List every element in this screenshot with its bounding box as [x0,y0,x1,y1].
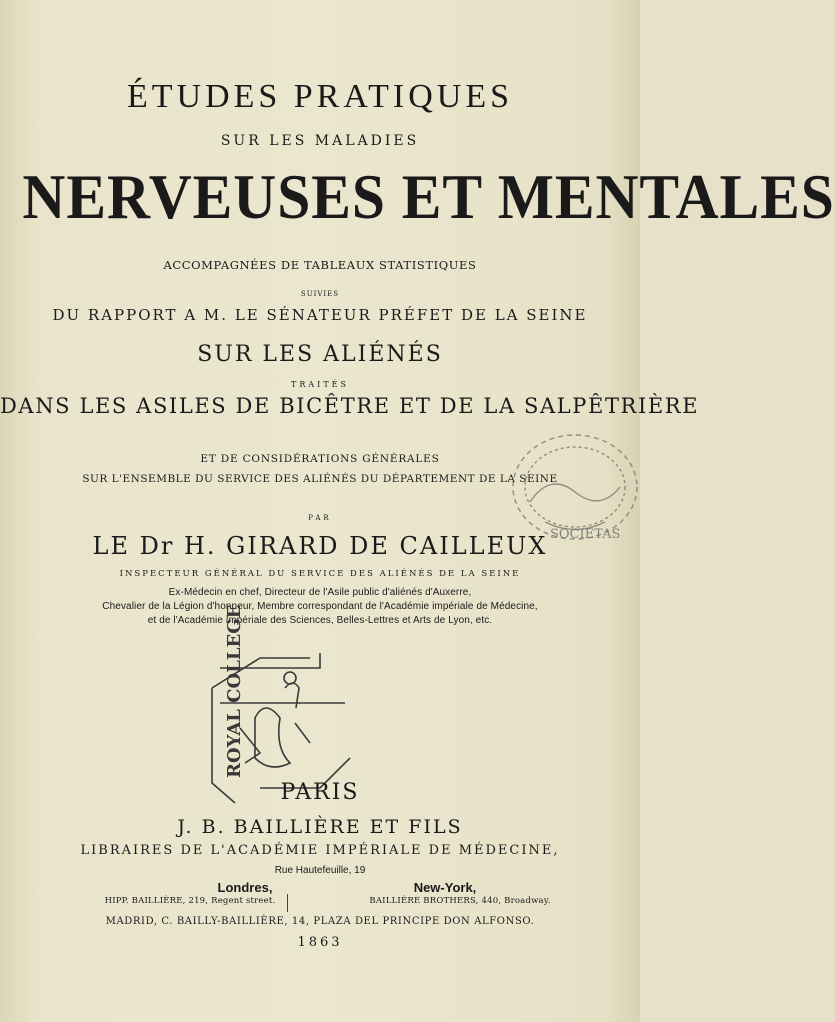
small-stamp-text: SOCIETAS [550,527,621,542]
subtitle-sur-les-alienes: SUR LES ALIÉNÉS [197,342,443,367]
main-title-line2: SUR LES MALADIES [220,133,420,149]
author-credential-3: et de l'Académie impériale des Sciences, Belles-Lettres et Arts de Lyon, etc. [147,615,493,626]
subtitle-accompagnees: ACCOMPAGNÉES DE TABLEAUX STATISTIQUES [163,258,477,272]
main-title-line1: ÉTUDES PRATIQUES [126,78,514,115]
subtitle-traites: TRAITÉS [291,380,349,389]
author-par: PAR [308,514,332,522]
subtitle-asiles: DANS LES ASILES DE BICÊTRE ET DE LA SALPÊTRIÈRE [0,394,700,418]
subtitle-considerations: ET DE CONSIDÉRATIONS GÉNÉRALES [200,453,440,465]
stamp-royal-college-text: ROYAL COLLEGE [224,604,245,778]
publication-year: 1863 [297,935,343,950]
newyork-address: BAILLIÈRE BROTHERS, 440, Broadway. [369,896,551,906]
subtitle-rapport: DU RAPPORT A M. LE SÉNATEUR PRÉFET DE LA SEINE [52,306,588,324]
london-city: Londres, [217,880,273,895]
author-credential-1: Ex-Médecin en chef, Directeur de l'Asile public d'aliénés d'Auxerre, [168,587,472,598]
author-credential-2: Chevalier de la Légion d'honneur, Membre correspondant de l'Académie impériale de Médecine, [102,601,538,612]
london-address: HIPP. BAILLIÈRE, 219, Regent street. [104,896,276,906]
main-title-line3: NERVEUSES ET MENTALES [22,161,835,232]
madrid-imprint: MADRID, C. BAILLY-BAILLIÈRE, 14, PLAZA DEL PRINCIPE DON ALFONSO. [105,916,535,927]
publisher-address: Rue Hautefeuille, 19 [274,865,366,876]
library-stamp-small [490,392,640,552]
imprint-city-paris: PARIS [280,780,360,805]
subtitle-suivies: SUIVIES [300,290,340,298]
publisher-name: J. B. BAILLIÈRE ET FILS [177,816,463,838]
column-divider [287,894,288,912]
subtitle-ensemble: SUR L'ENSEMBLE DU SERVICE DES ALIÉNÉS DU DÉPARTEMENT DE LA SEINE [82,473,558,485]
publisher-libraires: LIBRAIRES DE L'ACADÉMIE IMPÉRIALE DE MÉDECINE, [80,843,560,858]
author-title: INSPECTEUR GÉNÉRAL DU SERVICE DES ALIÉNÉS DE LA SEINE [119,569,521,579]
newyork-city: New-York, [413,880,477,895]
author-name: LE Dr H. GIRARD DE CAILLEUX [92,532,548,560]
